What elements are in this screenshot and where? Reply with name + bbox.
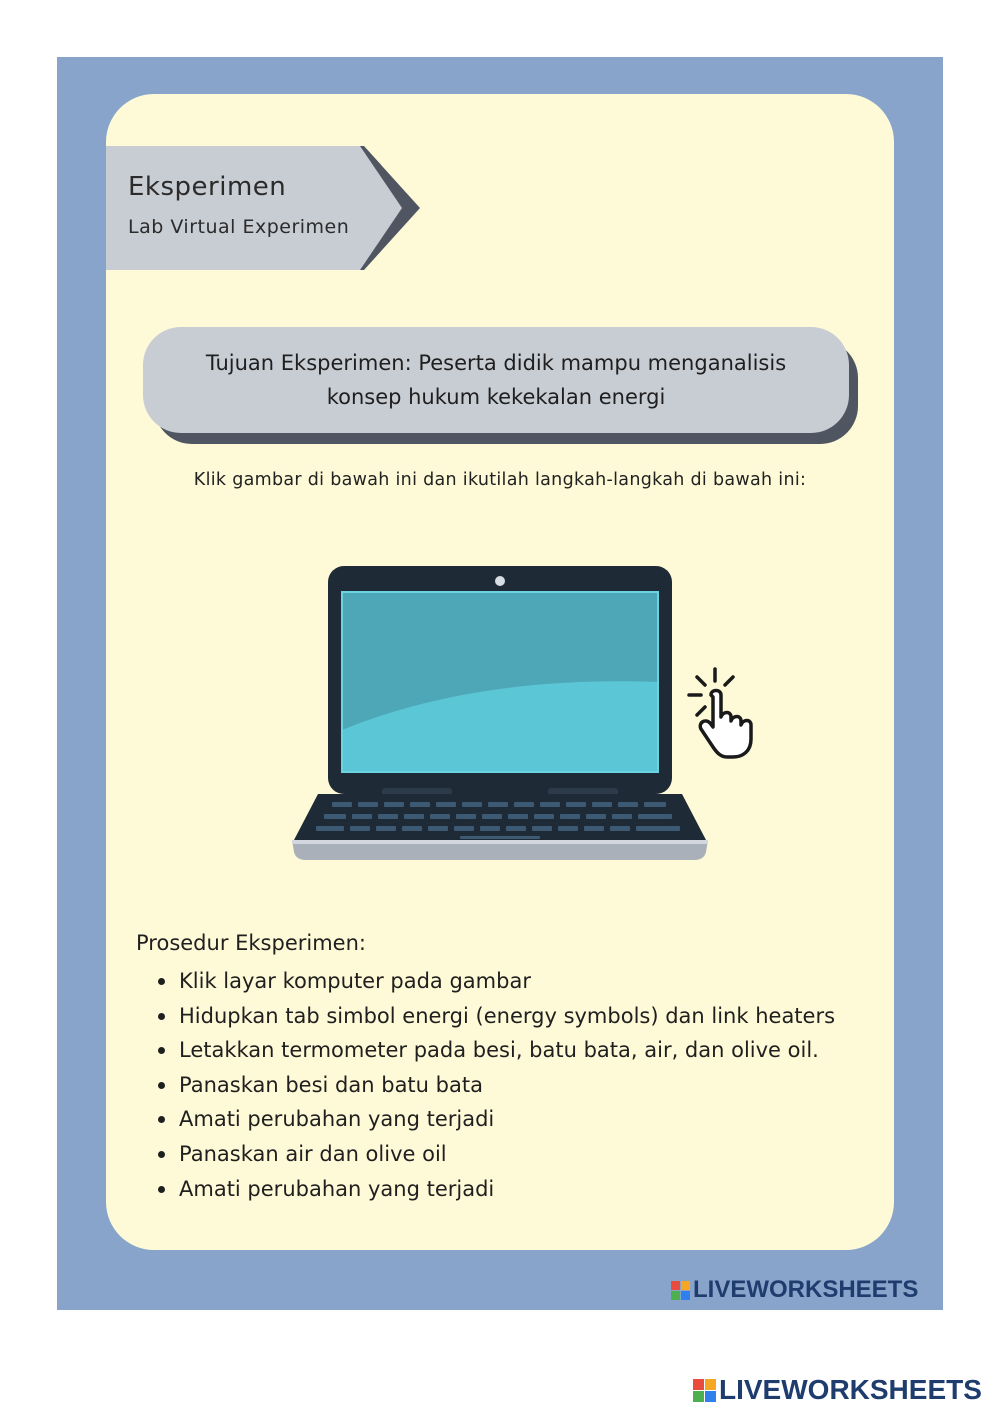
liveworksheets-watermark-outer [693,1374,982,1406]
laptop-icon[interactable] [290,560,710,870]
bullet-icon [158,1082,165,1089]
liveworksheets-watermark-inner [671,1276,918,1304]
laptop-image-link[interactable] [290,560,710,870]
procedure-step: Letakkan termometer pada besi, batu bata, air, dan olive oil. [179,1038,819,1063]
watermark-text: LIVEWORKSHEETS [719,1374,982,1405]
bullet-icon [158,1186,165,1193]
procedure-list [156,964,835,1206]
liveworksheets-logo-icon [693,1379,716,1402]
bullet-icon [158,1013,165,1020]
bullet-icon [158,1116,165,1123]
banner-arrow-shape [106,146,426,270]
bullet-icon [158,1047,165,1054]
banner-subtitle: Lab Virtual Experimen [128,216,350,238]
procedure-step: Panaskan besi dan batu bata [179,1072,483,1097]
instruction-text: Klik gambar di bawah ini dan ikutilah langkah-langkah di bawah ini: [193,470,807,490]
list-item [156,964,835,999]
list-item [156,1102,835,1137]
watermark-text: LIVEWORKSHEETS [693,1276,919,1303]
list-item [156,1068,835,1103]
goal-box [143,327,849,433]
liveworksheets-logo-icon [671,1281,690,1300]
click-hand-icon [685,665,785,765]
list-item [156,1033,835,1068]
procedure-step: Panaskan air dan olive oil [179,1141,447,1166]
procedure-step: Klik layar komputer pada gambar [179,969,531,993]
list-item [156,999,835,1034]
bullet-icon [158,978,165,985]
bullet-icon [158,1151,165,1158]
procedure-step: Amati perubahan yang terjadi [179,1176,495,1201]
banner-title: Eksperimen [128,172,287,202]
procedure-step: Amati perubahan yang terjadi [179,1107,495,1132]
goal-line-1: Tujuan Eksperimen: Peserta didik mampu menganalisis [205,351,787,375]
procedure-title: Prosedur Eksperimen: [136,931,366,955]
procedure-step: Hidupkan tab simbol energi (energy symbols) dan link heaters [179,1003,836,1028]
list-item [156,1172,835,1207]
header-banner [106,146,426,270]
list-item [156,1137,835,1172]
goal-line-2: konsep hukum kekekalan energi [326,385,666,409]
